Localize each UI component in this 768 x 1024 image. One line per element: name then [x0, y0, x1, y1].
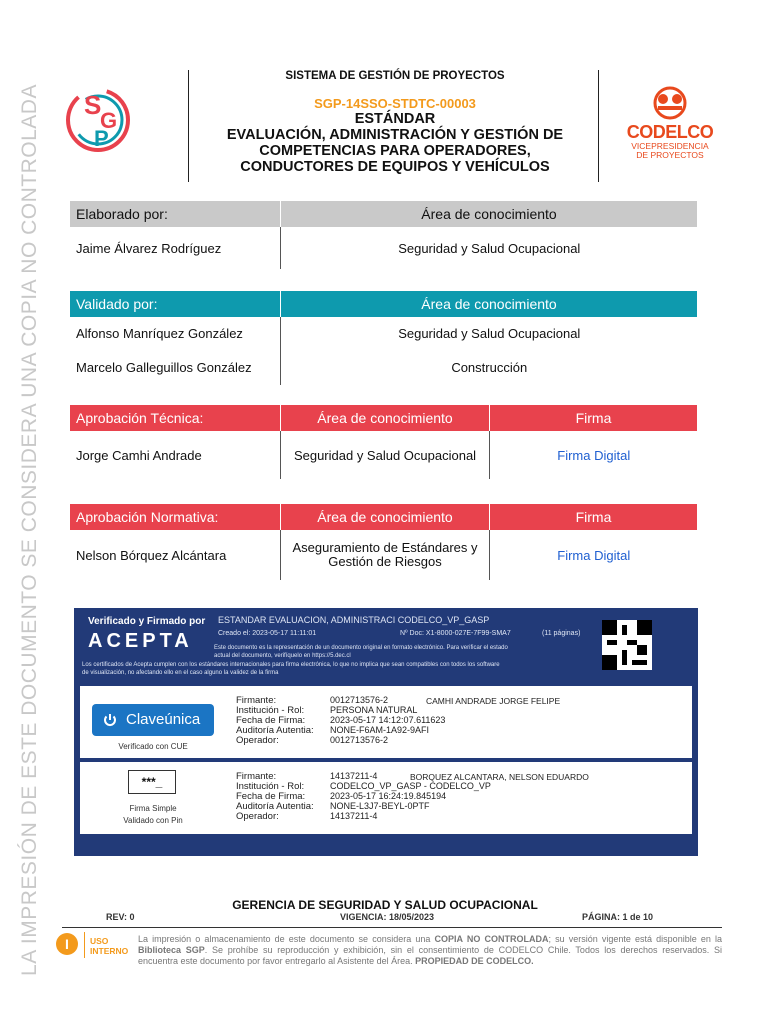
validado-name: Alfonso Manríquez González	[70, 317, 281, 349]
codelco-sub-line: VICEPRESIDENCIA	[631, 141, 709, 151]
header-divider-right	[598, 70, 599, 182]
claveunica-label: Claveúnica	[126, 711, 201, 728]
field-label: Institución - Rol:	[236, 781, 305, 792]
validado-area: Construcción	[451, 359, 528, 375]
acepta-brand-label: Verificado y Firmado por	[88, 616, 206, 627]
field-label: Fecha de Firma:	[236, 791, 306, 802]
uso-interno-icon: I	[56, 933, 78, 955]
area-header: Área de conocimiento	[281, 405, 490, 431]
power-icon	[102, 712, 118, 728]
disclaimer	[138, 934, 722, 967]
signer-institution: CODELCO_VP_GASP - CODELCO_VP	[330, 781, 491, 791]
aprobacion-tecnica-table	[70, 405, 698, 479]
footer-vigencia: VIGENCIA: 18/05/2023	[340, 912, 435, 922]
acepta-note[interactable]: actual del documento, verifíquelo en https://5.dec.cl	[214, 653, 351, 659]
watermark	[10, 84, 50, 976]
aprobacion-tecnica-header: Aprobación Técnica:	[70, 405, 281, 431]
signer-name: BORQUEZ ALCANTARA, NELSON EDUARDO	[410, 772, 589, 782]
header-divider-left	[188, 70, 189, 182]
field-label: Operador:	[236, 811, 279, 822]
disclaimer-bold: PROPIEDAD DE CODELCO.	[415, 956, 534, 966]
acepta-logo: ACEPTA	[88, 630, 193, 652]
area-header: Área de conocimiento	[281, 291, 698, 317]
signer-id: 14137211-4	[330, 771, 378, 781]
document-header	[62, 68, 722, 194]
system-name: SISTEMA DE GESTIÓN DE PROYECTOS	[285, 70, 505, 82]
signer-audit: NONE-F6AM-1A92-9AFI	[330, 725, 430, 735]
signer-caption: Validado con Pin	[123, 816, 183, 825]
field-label: Fecha de Firma:	[236, 715, 306, 726]
title-line: EVALUACIÓN, ADMINISTRACIÓN Y GESTIÓN DE	[226, 127, 564, 143]
validado-area: Seguridad y Salud Ocupacional	[398, 325, 581, 341]
signer-id: 0012713576-2	[330, 695, 389, 705]
document-title	[192, 111, 598, 175]
field-label: Institución - Rol:	[236, 705, 305, 716]
signer-name: CAMHI ANDRADE JORGE FELIPE	[426, 696, 561, 706]
field-label: Auditoría Autentia:	[236, 801, 314, 812]
acepta-note: Los certificados de Acepta cumplen con los estándares internacionales para firma electrónica, lo que no implica que sean compatibles con todos los software	[82, 662, 500, 668]
title-line: CONDUCTORES DE EQUIPOS Y VEHÍCULOS	[240, 159, 550, 175]
acepta-signature-panel	[74, 608, 698, 856]
aprobacion-normativa-header: Aprobación Normativa:	[70, 504, 281, 530]
document-code: SGP-14SSO-STDTC-00003	[314, 96, 476, 111]
acepta-header	[74, 608, 698, 678]
disclaimer-text: ; su versión vigente está disponible en la	[548, 934, 722, 944]
firma-header: Firma	[490, 504, 698, 530]
field-label: Auditoría Autentia:	[236, 725, 314, 736]
sgp-logo	[62, 82, 136, 158]
codelco-subtitle	[618, 142, 722, 160]
aprobacion-tecnica-name: Jorge Camhi Andrade	[70, 431, 281, 479]
acepta-note: Este documento es la representación de un documento original en formato electrónico. Para verificar el estado	[214, 645, 508, 651]
validado-header: Validado por:	[70, 291, 281, 317]
footer-department: GERENCIA DE SEGURIDAD Y SALUD OCUPACIONAL	[232, 898, 538, 912]
area-header: Área de conocimiento	[281, 201, 698, 227]
area-header: Área de conocimiento	[281, 504, 490, 530]
footer-page: PÁGINA: 1 de 10	[582, 912, 654, 922]
signer-audit: NONE-L3J7-BEYL-0PTF	[330, 801, 430, 811]
aprobacion-normativa-table	[70, 504, 698, 580]
elaborado-area: Seguridad y Salud Ocupacional	[398, 240, 581, 256]
aprobacion-normativa-area: Aseguramiento de Estándares y Gestión de Riesgos	[281, 530, 490, 580]
acepta-created: Creado el: 2023-05-17 11:11:01	[218, 630, 317, 637]
pin-mask: ***_	[141, 775, 163, 789]
aprobacion-normativa-name: Nelson Bórquez Alcántara	[70, 530, 281, 580]
acepta-doc-name: ESTANDAR EVALUACION, ADMINISTRACI CODELCO_VP_GASP	[218, 615, 490, 625]
svg-text:S: S	[84, 90, 102, 120]
field-label: Operador:	[236, 735, 279, 746]
elaborado-name: Jaime Álvarez Rodríguez	[70, 227, 281, 269]
document-type: ESTÁNDAR	[354, 111, 436, 127]
svg-text:G: G	[100, 108, 118, 133]
disclaimer-text: . Se prohíbe su reproducción y exhibición, sin el consentimiento de CODELCO Chile. Todos los derechos reservados. Si encuentra este documento por favor entregarlo al Asistente del Área.	[138, 945, 722, 966]
uso-line: INTERNO	[90, 946, 129, 956]
uso-line: USO	[90, 936, 109, 946]
footer-revision: REV: 0	[106, 912, 135, 922]
signer-card	[80, 686, 692, 758]
signer-operator: 14137211-4	[330, 811, 378, 821]
watermark-text: LA IMPRESIÓN DE ESTE DOCUMENTO SE CONSIDERA UNA COPIA NO CONTROLADA	[18, 84, 41, 976]
footer-divider	[62, 927, 722, 928]
simple-signature-badge	[128, 770, 176, 794]
validado-name: Marcelo Galleguillos González	[70, 349, 281, 385]
signer-date: 2023-05-17 16:24:19.845194	[330, 791, 447, 801]
uso-divider	[84, 932, 85, 958]
validado-table	[70, 291, 698, 385]
signer-institution: PERSONA NATURAL	[330, 705, 418, 715]
field-label: Firmante:	[236, 771, 277, 782]
elaborado-header: Elaborado por:	[70, 201, 281, 227]
signer-caption: Verificado con CUE	[118, 742, 188, 751]
firma-digital-link[interactable]: Firma Digital	[557, 547, 631, 563]
signer-card	[80, 762, 692, 834]
codelco-sub-line: DE PROYECTOS	[636, 150, 704, 160]
disclaimer-text: La impresión o almacenamiento de este documento se considera una	[138, 934, 435, 944]
codelco-emblem-icon	[652, 86, 688, 120]
uso-interno-label	[90, 936, 128, 956]
acepta-note: de visualización, no afectando ello en el caso alguno la validez de la firma	[82, 670, 279, 676]
disclaimer-bold: Biblioteca SGP	[138, 945, 205, 955]
claveunica-badge	[92, 704, 214, 736]
acepta-pages: (11 páginas)	[542, 630, 581, 637]
title-line: COMPETENCIAS PARA OPERADORES,	[259, 143, 531, 159]
signer-date: 2023-05-17 14:12:07.611623	[330, 715, 446, 725]
disclaimer-bold: COPIA NO CONTROLADA	[434, 934, 549, 944]
acepta-doc-number: Nº Doc: X1-8000-027E-7F99-SMA7	[400, 630, 511, 637]
svg-text:P: P	[94, 126, 109, 151]
qr-code-icon[interactable]	[602, 620, 652, 670]
signer-caption: Firma Simple	[129, 804, 177, 813]
signer-operator: 0012713576-2	[330, 735, 389, 745]
codelco-name: CODELCO	[626, 122, 714, 142]
field-label: Firmante:	[236, 695, 277, 706]
firma-header: Firma	[490, 405, 698, 431]
aprobacion-tecnica-area: Seguridad y Salud Ocupacional	[281, 431, 490, 479]
elaborado-table	[70, 201, 698, 269]
firma-digital-link[interactable]: Firma Digital	[557, 447, 631, 463]
